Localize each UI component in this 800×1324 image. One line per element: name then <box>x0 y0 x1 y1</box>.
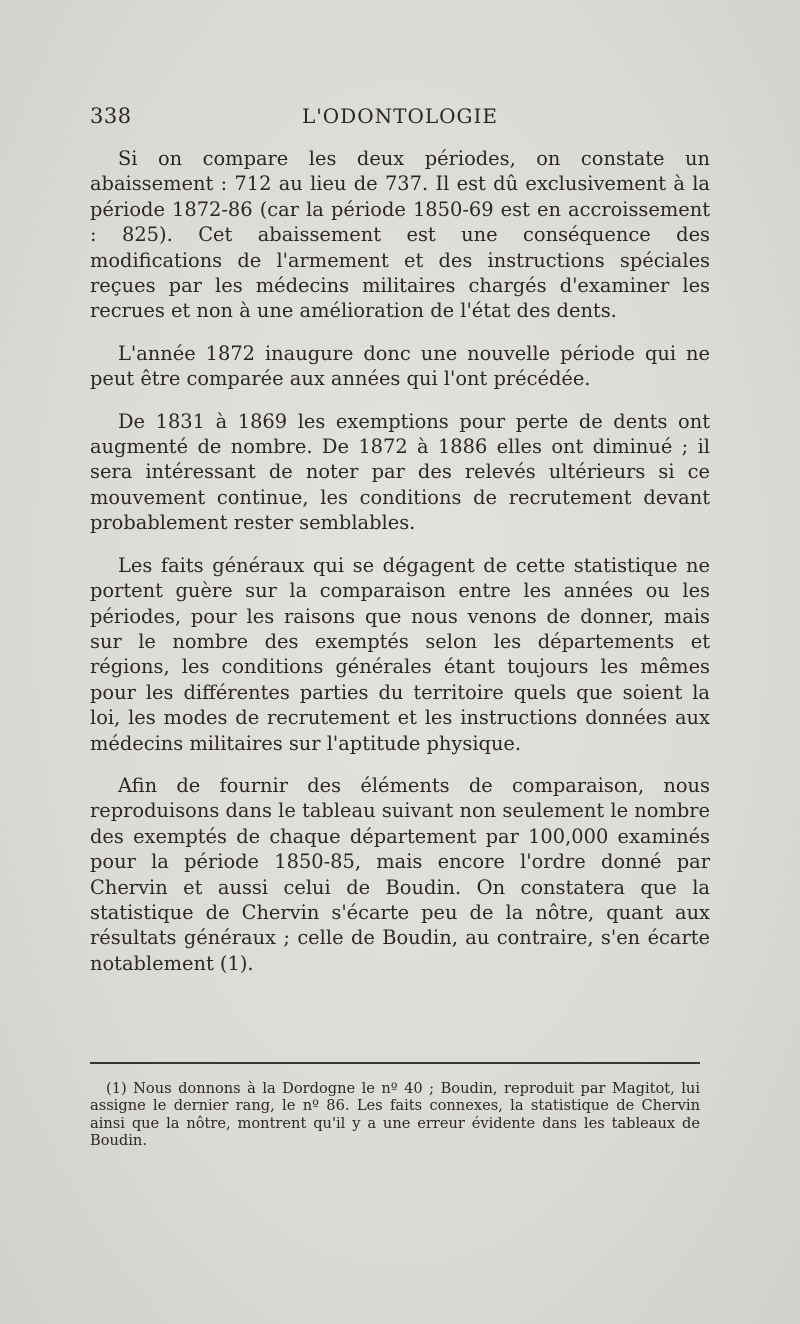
page-header <box>90 104 710 132</box>
paragraph-2: L'année 1872 inaugure donc une nouvelle période qui ne peut être comparée aux années qui l'ont précédée. <box>90 341 710 391</box>
footnote: (1) Nous donnons à la Dordogne le nº 40 ; Boudin, reproduit par Magitot, lui assigne le dernier rang, le nº 86. Les faits connexes, la statistique de Chervin ainsi que la nôtre, montrent qu'il y a une erreur évidente dans les tableaux de Boudin. <box>90 1080 700 1150</box>
page-number: 338 <box>90 104 132 128</box>
paragraph-4: Les faits généraux qui se dégagent de cette statistique ne portent guère sur la comparaison entre les années ou les périodes, pour les raisons que nous venons de donner, mais sur le nombre des exemptés selon les départements et régions, les conditions générales étant toujours les mêmes pour les différentes parties du territoire quels que soient la loi, les modes de recrutement et les instructions données aux médecins militaires sur l'aptitude physique. <box>90 553 710 755</box>
running-title: L'ODONTOLOGIE <box>302 104 498 128</box>
paragraph-3: De 1831 à 1869 les exemptions pour perte de dents ont augmenté de nombre. De 1872 à 1886 elles ont diminué ; il sera intéressant de noter par des relevés ultérieurs si ce mouvement continue, les conditions de recrutement devant probablement rester semblables. <box>90 409 710 535</box>
footnote-divider <box>90 1062 700 1064</box>
paragraph-5: Afin de fournir des éléments de comparaison, nous reproduisons dans le tableau suivant non seulement le nombre des exemptés de chaque département par 100,000 examinés pour la période 1850-85, mais encore l'ordre donné par Chervin et aussi celui de Boudin. On constatera que la statistique de Chervin s'écarte peu de la nôtre, quant aux résultats généraux ; celle de Boudin, au contraire, s'en écarte notablement (1). <box>90 773 710 975</box>
body-text <box>90 146 710 993</box>
paragraph-1: Si on compare les deux périodes, on constate un abaissement : 712 au lieu de 737. Il est dû exclusivement à la période 1872-86 (car la période 1850-69 est en accroissement : 825). Cet abaissement est une conséquence des modifications de l'armement et des instructions spéciales reçues par les médecins militaires chargés d'examiner les recrues et non à une amélioration de l'état des dents. <box>90 147 710 323</box>
